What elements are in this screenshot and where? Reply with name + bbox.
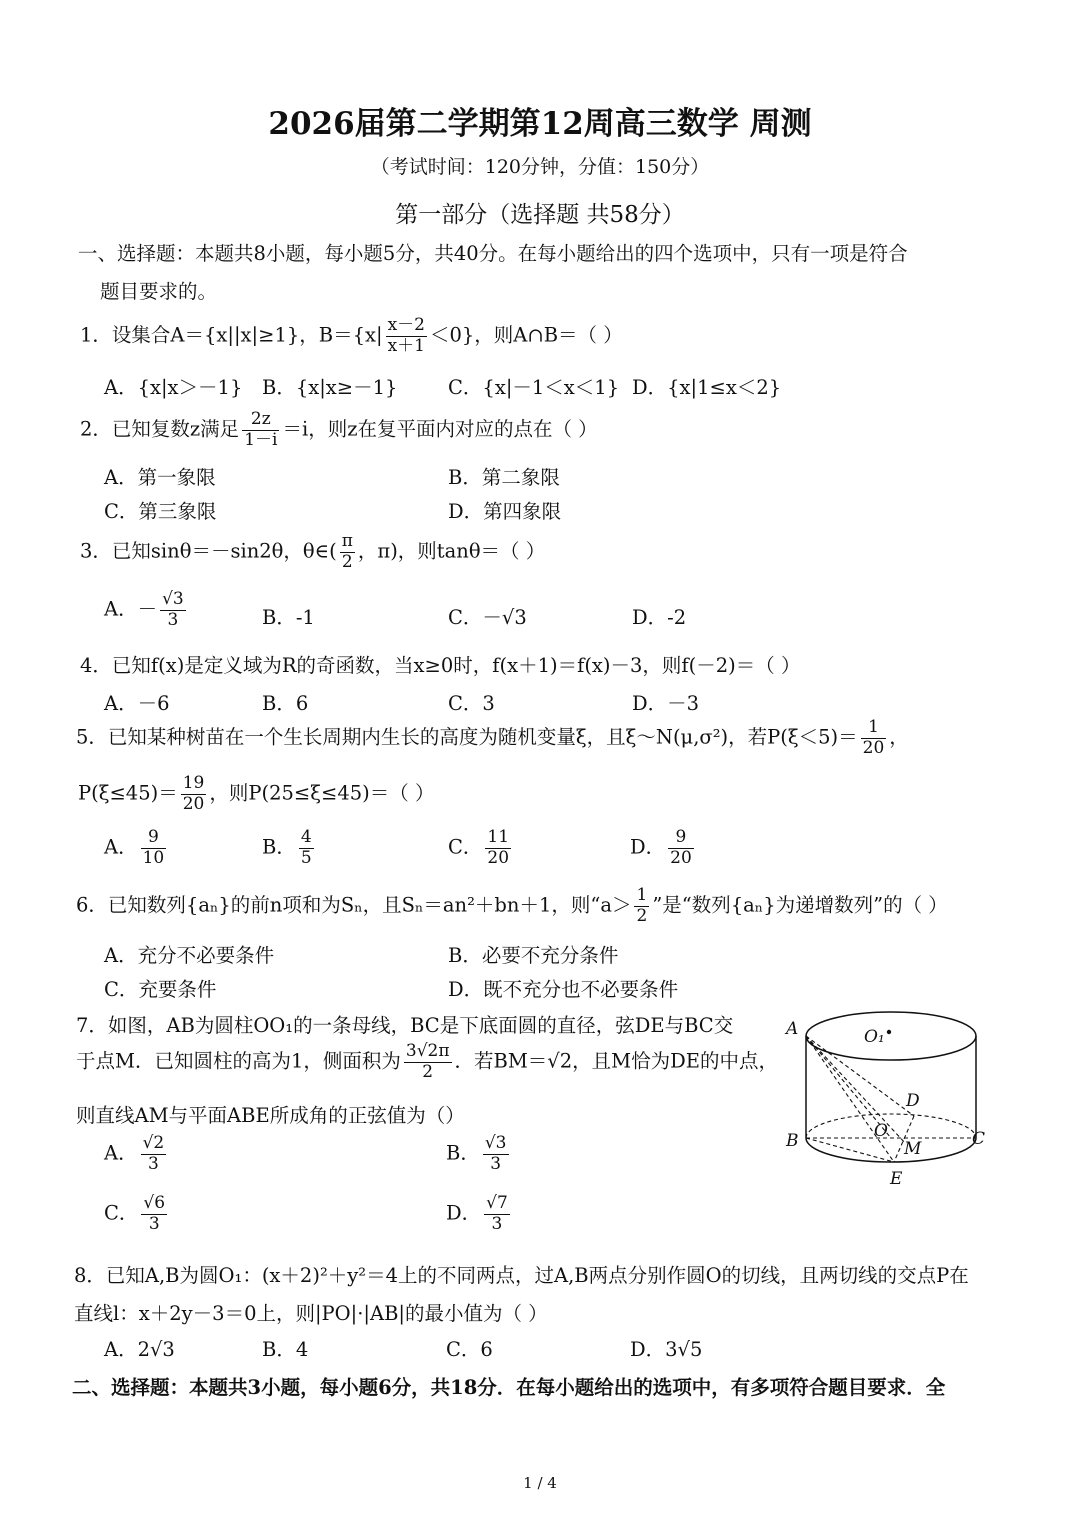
question-5-line2: P(ξ≤45)＝ $\frac{19}{20}$ ，则P(25≤ξ≤45)＝（ ） [78,773,435,814]
question-5: 5．已知某种树苗在一个生长周期内生长的高度为随机变量ξ，且ξ～N(μ,σ²)，若P(ξ＜5)＝ $\frac{1}{20}$ ， [76,717,909,758]
label-b: B [786,1131,799,1151]
label-c: C [972,1129,986,1149]
question-1: 1．设集合A＝{x||x|≥1}，B＝{x| $\frac{x-2}{x+1}$ ＜0}，则A∩B＝（ ） [80,315,623,356]
section1-line2: 题目要求的。 [100,280,218,303]
q8-option-a: A．2√3 [104,1338,175,1361]
line-ad [806,1036,914,1116]
q4-option-d: D．－3 [632,692,700,715]
q5-option-a: A． $\frac{9}{10}$ [104,827,165,868]
q3-option-d: D．-2 [632,606,687,629]
q5-option-b: B． $\frac{4}{5}$ [262,827,312,868]
center-o1-dot [887,1030,891,1034]
label-o: O [874,1121,888,1141]
q6-option-a: A．充分不必要条件 [104,944,275,967]
q7-option-b: B． $\frac{√3}{3}$ [446,1133,507,1174]
q2-option-b: B．第二象限 [448,466,560,489]
q8-option-c: C．6 [446,1338,493,1361]
section2-heading: 二、选择题：本题共3小题，每小题6分，共18分．在每小题给出的选项中，有多项符合题目要求．全 [72,1376,946,1399]
page-title: 2026届第二学期第12周高三数学 周测 [268,106,812,142]
q2-option-c: C．第三象限 [104,500,217,523]
line-ae [806,1036,894,1162]
q1-option-b: B．{x|x≥－1} [262,376,398,399]
q3-option-c: C．－√3 [448,606,527,629]
part-heading: 第一部分（选择题 共58分） [395,202,685,228]
label-d: D [906,1091,920,1111]
question-2: 2．已知复数z满足 $\frac{2z}{1-i}$ ＝i，则z在复平面内对应的点在（ ） [80,409,598,450]
line-am [806,1036,906,1144]
q4-option-b: B．6 [262,692,309,715]
q8-option-d: D．3√5 [630,1338,703,1361]
q7-option-a: A． $\frac{√2}{3}$ [104,1133,165,1174]
q3-option-a: A．－ $\frac{√3}{3}$ [104,589,184,630]
label-e: E [890,1169,903,1189]
question-7-line2: 于点M．已知圆柱的高为1，侧面积为 $\frac{3√2\pi}{2}$ ．若BM＝√2，且M恰为DE的中点， [76,1041,778,1082]
exam-info: （考试时间：120分钟，分值：150分） [370,156,710,178]
q1-option-a: A．{x|x＞－1} [104,376,243,399]
question-8-line2: 直线l：x＋2y－3＝0上，则|PO|·|AB|的最小值为（ ） [74,1302,548,1325]
cylinder-figure [776,1004,1006,1194]
bottom-back-arc [806,1114,976,1138]
q1-option-c: C．{x|－1＜x＜1} [448,376,620,399]
question-7-line1: 7．如图，AB为圆柱OO₁的一条母线，BC是下底面圆的直径，弦DE与BC交 [76,1014,734,1037]
label-a: A [786,1019,799,1039]
top-ellipse [806,1012,976,1060]
q4-option-c: C．3 [448,692,495,715]
q4-option-a: A．－6 [104,692,170,715]
label-o1: O₁ [864,1027,885,1047]
label-m: M [904,1139,922,1159]
q2-option-a: A．第一象限 [104,466,216,489]
section1-line1: 一、选择题：本题共8小题，每小题5分，共40分。在每小题给出的四个选项中，只有一项是符合 [78,242,908,265]
question-3: 3．已知sinθ＝－sin2θ，θ∈( $\frac{\pi}{2}$ ，π)，则tanθ＝（ ） [80,531,546,572]
q2-option-d: D．第四象限 [448,500,562,523]
q7-option-d: D． $\frac{√7}{3}$ [446,1193,508,1234]
q6-option-d: D．既不充分也不必要条件 [448,978,679,1001]
q8-option-b: B．4 [262,1338,309,1361]
q5-option-d: D． $\frac{9}{20}$ [630,827,692,868]
question-8-line1: 8．已知A,B为圆O₁：(x＋2)²＋y²＝4上的不同两点，过A,B两点分别作圆O的切线，且两切线的交点P在 [74,1264,969,1287]
q6-option-b: B．必要不充分条件 [448,944,619,967]
q7-option-c: C． $\frac{√6}{3}$ [104,1193,166,1234]
page-number: 1 / 4 [523,1474,557,1492]
question-6: 6．已知数列{aₙ}的前n项和为Sₙ，且Sₙ＝an²＋bn＋1，则“a＞ $\frac{1}{2}$ ”是“数列{aₙ}为递增数列”的（ ） [76,885,948,926]
q1-option-d: D．{x|1≤x＜2} [632,376,782,399]
question-4: 4．已知f(x)是定义域为R的奇函数，当x≥0时，f(x＋1)＝f(x)－3，则f(－2)＝（ ） [80,654,801,677]
q3-option-b: B．-1 [262,606,315,629]
question-7-line3: 则直线AM与平面ABE所成角的正弦值为（） [76,1104,465,1127]
q6-option-c: C．充要条件 [104,978,217,1001]
q5-option-c: C． $\frac{11}{20}$ [448,827,510,868]
